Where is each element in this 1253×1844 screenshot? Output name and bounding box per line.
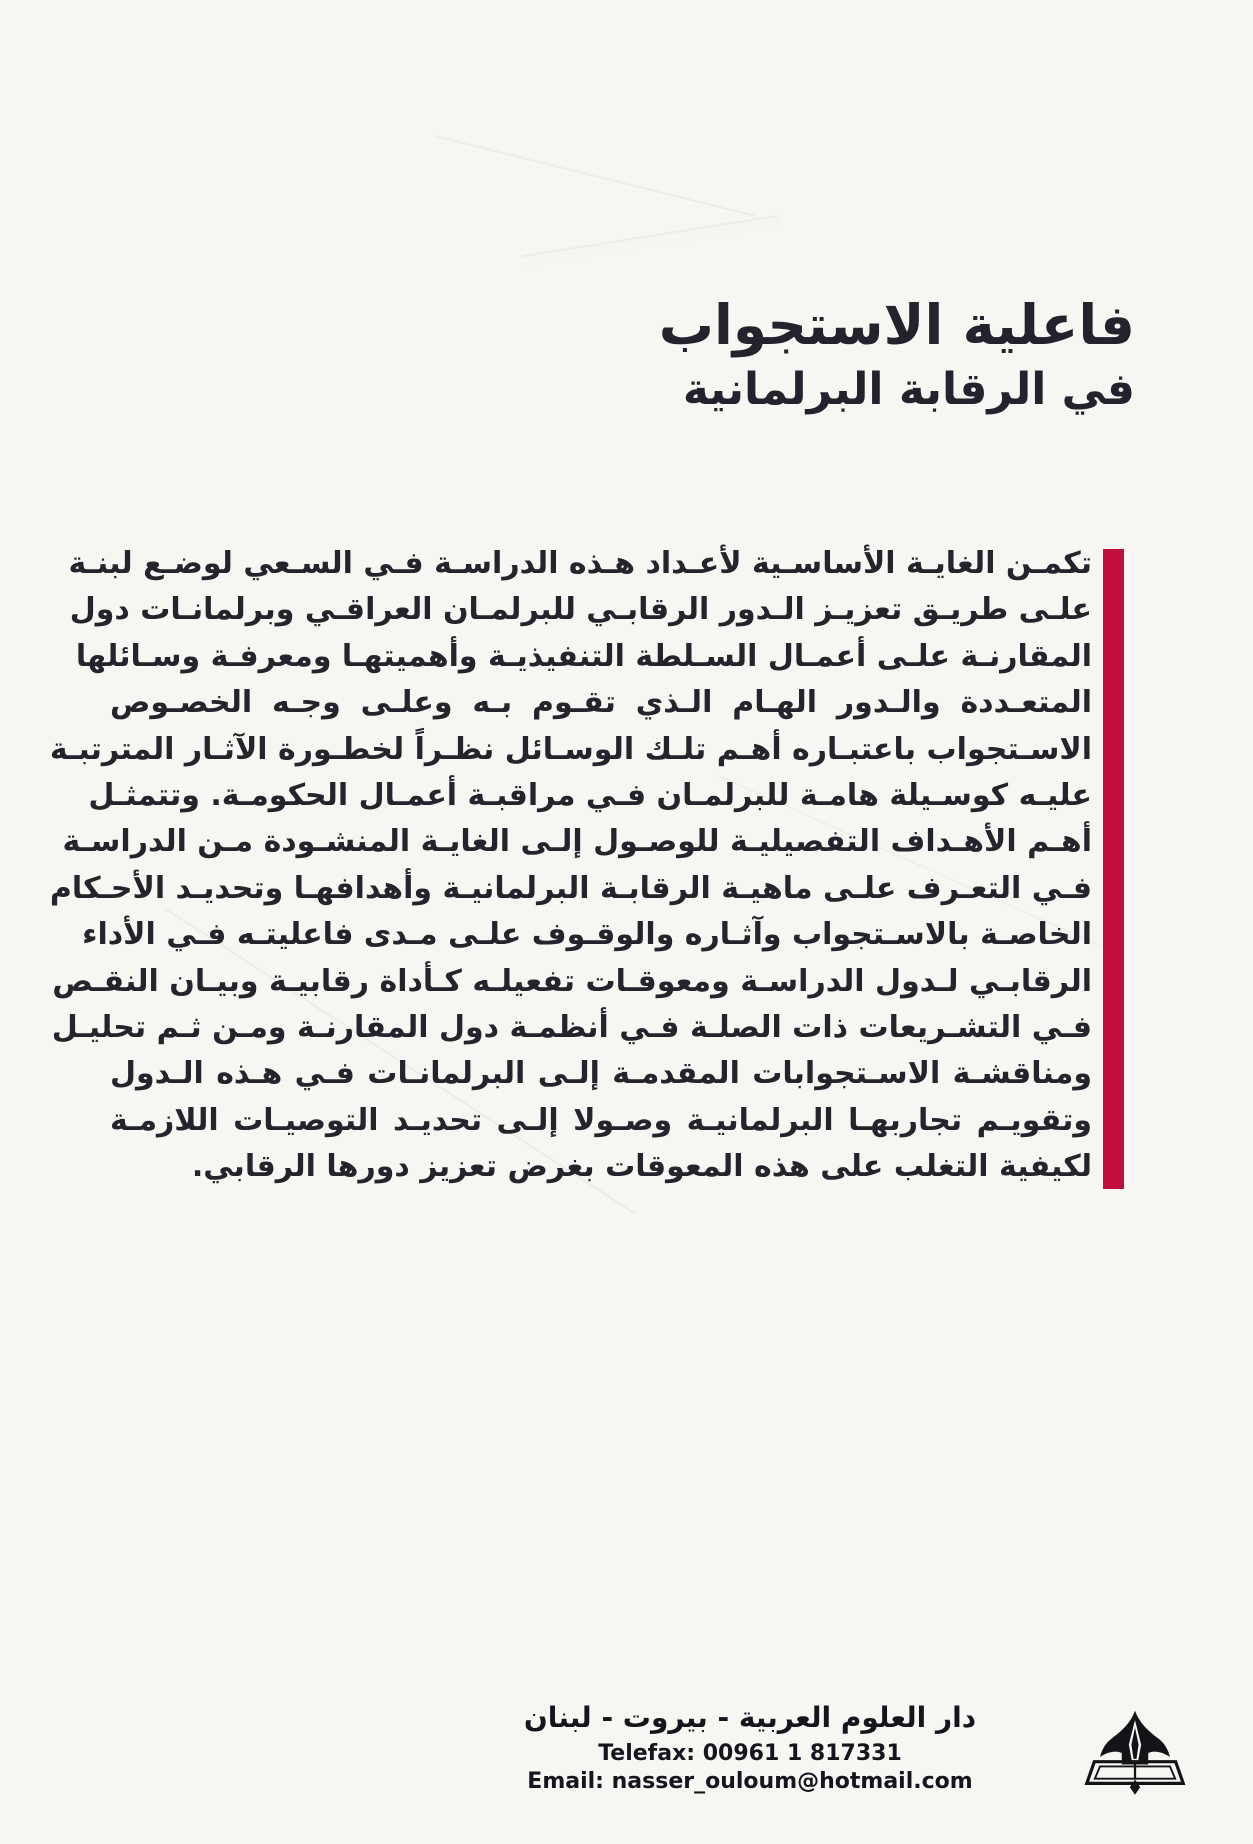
email-line: Email: nasser_ouloum@hotmail.com — [527, 1768, 973, 1794]
book-title — [659, 288, 1135, 417]
accent-bar — [1103, 549, 1124, 1189]
abstract-line: علـى طريـق تعزيـز الـدور الرقابـي للبرلمـان العراقـي وبرلمانـات دول — [69, 592, 1092, 628]
paper-crease — [521, 215, 778, 258]
abstract-line: لكيفية التغلب على هذه المعوقات بغرض تعزيز دورها الرقابي. — [191, 1149, 1092, 1185]
publisher-name: دار العلوم العربية - بيروت - لبنان — [523, 1701, 977, 1734]
open-book-pen-logo-icon — [1083, 1706, 1187, 1806]
abstract-line: المتعـددة والـدور الهـام الـذي تقـوم بـه وعلـى وجـه الخصـوص — [110, 685, 1092, 721]
abstract-line: المقارنـة علـى أعمـال السـلطة التنفيذيـة وأهميتهـا ومعرفـة وسـائلها — [75, 638, 1092, 674]
abstract-line: الخاصـة بالاسـتجواب وآثـاره والوقـوف علـى مـدى فاعليتـه فـي الأداء — [82, 917, 1092, 953]
paper-crease — [435, 135, 756, 217]
telefax-line: Telefax: 00961 1 817331 — [598, 1741, 902, 1767]
publisher-footer — [430, 1700, 1070, 1795]
abstract-line: فـي التشـريعات ذات الصلـة فـي أنظمـة دول المقارنـة ومـن ثـم تحليـل — [51, 1010, 1092, 1046]
abstract-block — [49, 541, 1124, 1193]
abstract-text — [49, 541, 1092, 1191]
title-line-2: في الرقابة البرلمانية — [682, 364, 1135, 416]
abstract-line: عليـه كوسـيلة هامـة للبرلمـان فـي مراقبـة أعمـال الحكومـة. وتتمثـل — [88, 778, 1092, 814]
abstract-line: الاسـتجواب باعتبـاره أهـم تلـك الوسـائل نظـراً لخطـورة الآثـار المترتبـة — [49, 731, 1092, 767]
title-line-1: فاعلية الاستجواب — [658, 293, 1135, 357]
abstract-line: أهـم الأهـداف التفصيليـة للوصـول إلـى الغايـة المنشـودة مـن الدراسـة — [62, 824, 1092, 860]
abstract-line: فـي التعـرف علـى ماهيـة الرقابـة البرلمانيـة وأهدافهـا وتحديـد الأحـكام — [49, 870, 1092, 906]
abstract-line: تكمـن الغايـة الأساسـية لأعـداد هـذه الدراسـة فـي السـعي لوضـع لبنـة — [68, 546, 1092, 581]
abstract-line: ومناقشـة الاسـتجوابات المقدمـة إلـى البرلمانـات فـي هـذه الـدول — [110, 1056, 1092, 1092]
abstract-line: وتقويـم تجاربهـا البرلمانيـة وصـولا إلـى تحديـد التوصيـات اللازمـة — [110, 1102, 1092, 1138]
abstract-line: الرقابـي لـدول الدراسـة ومعوقـات تفعيلـه كـأداة رقابيـة وبيـان النقـص — [52, 963, 1092, 999]
